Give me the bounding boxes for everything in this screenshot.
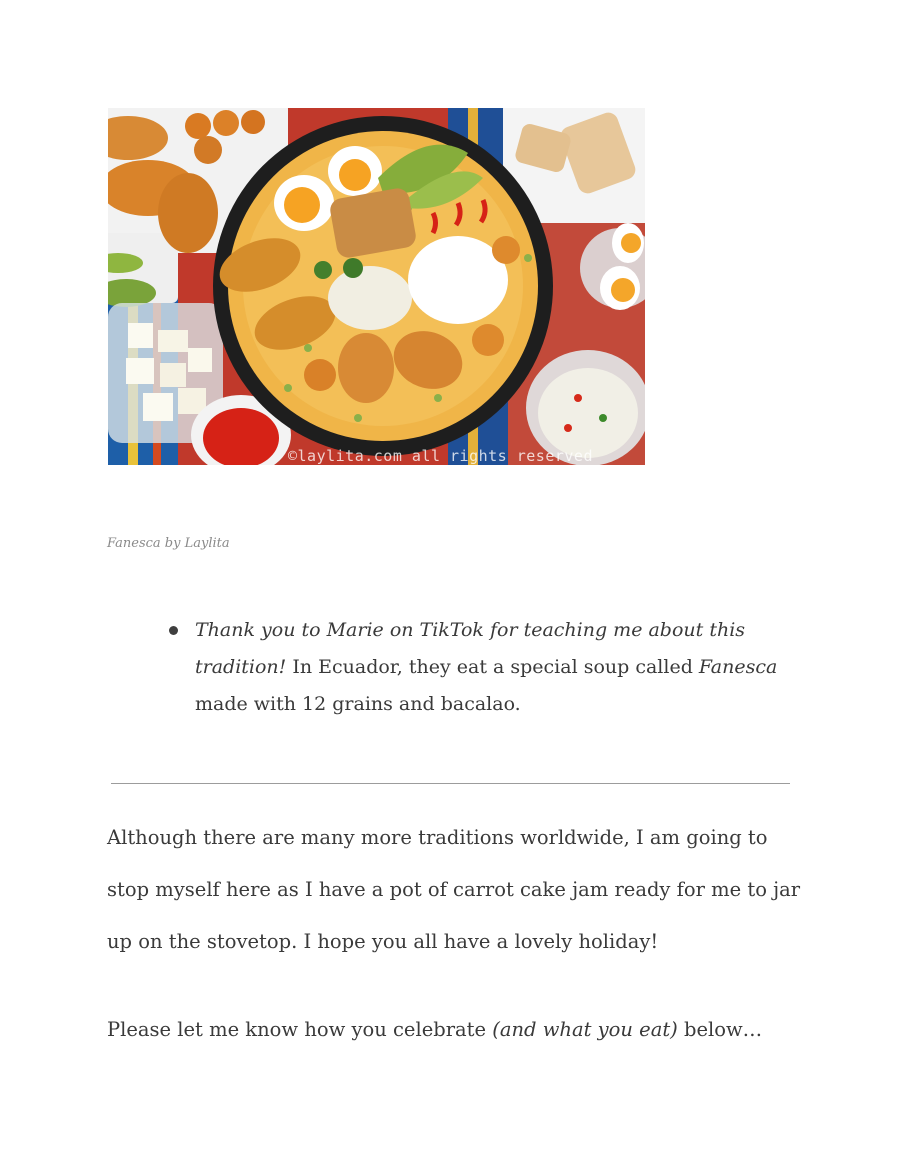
closing-paragraph: Although there are many more traditions worldwide, I am going to stop myself here as I have a pot of carrot cake jam ready for me to jar up on the stovetop. I hope you all have a lovely holiday! xyxy=(107,826,801,953)
invitation-italic: (and what you eat) xyxy=(492,1018,678,1041)
bullet-text-after: made with 12 grains and bacalao. xyxy=(195,693,521,715)
invitation-paragraph xyxy=(107,1012,807,1048)
list-item xyxy=(168,612,808,723)
bullet-dot xyxy=(169,626,178,635)
fanesca-photo xyxy=(108,108,645,465)
bullet-list xyxy=(168,612,808,723)
image-caption: Fanesca by Laylita xyxy=(107,536,230,551)
bullet-text-before: In Ecuador, they eat a special soup called xyxy=(286,656,699,678)
photo-watermark: ©laylita.com all rights reserved xyxy=(288,447,593,465)
italic-lead: Thank you to Marie on TikTok for teaching me about this tradition! xyxy=(195,619,746,678)
horizontal-divider xyxy=(111,783,790,784)
italic-word: Fanesca xyxy=(698,656,778,678)
invitation-before: Please let me know how you celebrate xyxy=(107,1018,493,1041)
invitation-after: below… xyxy=(677,1018,763,1041)
